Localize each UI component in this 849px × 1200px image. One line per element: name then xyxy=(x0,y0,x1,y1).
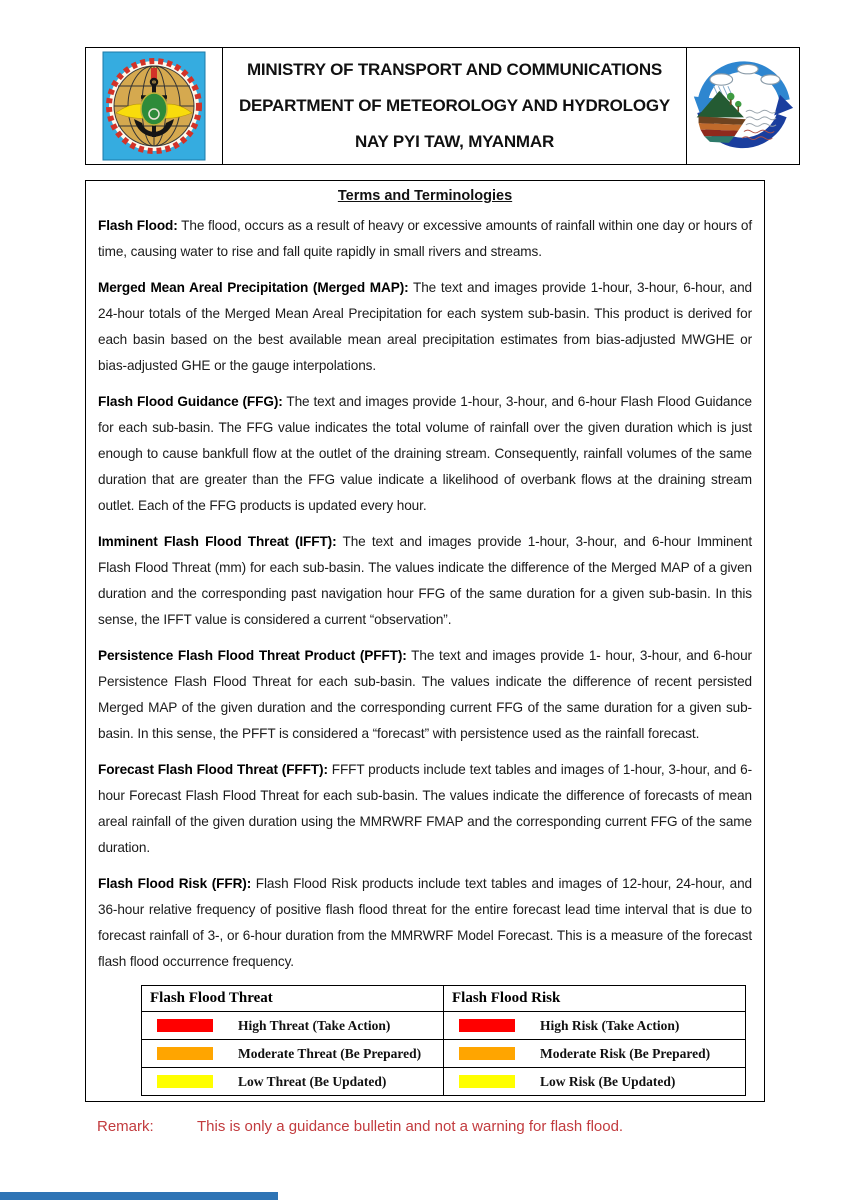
paragraph-pfft xyxy=(98,643,752,747)
definition-pfft: The text and images provide 1- hour, 3-hour, and 6-hour Persistence Flash Flood Threat for each sub-basin. The values indicate the difference of recent persisted Merged MAP of the given duration and the corresponding current FFG of the same duration for a given sub-basin. In this sense, the PFFT is considered a “forecast” with persistence used as the rainfall forecast. xyxy=(98,648,752,741)
term-merged-map: Merged Mean Areal Precipitation (Merged MAP): xyxy=(98,280,409,295)
definition-flash-flood: The flood, occurs as a result of heavy or excessive amounts of rainfall within one day or hours of time, causing water to rise and fall quite rapidly in small rivers and streams. xyxy=(98,218,753,259)
moderate-threat-label: Moderate Threat (Be Prepared) xyxy=(238,1045,422,1061)
legend-row-high xyxy=(142,1012,746,1040)
moderate-risk-color-swatch xyxy=(459,1047,515,1060)
remark-label: Remark: xyxy=(97,1118,154,1135)
legend-entry-moderate-risk xyxy=(444,1046,745,1062)
legend-row-moderate xyxy=(142,1040,746,1068)
definition-merged-map: The text and images provide 1-hour, 3-hour, 6-hour, and 24-hour totals of the Merged Mean Areal Precipitation for each system sub-basin. This product is derived for each basin based on the best available mean areal precipitation estimates from bias-adjusted MWGHE or bias-adjusted GHE or the gauge interpolations. xyxy=(98,280,752,373)
legend-entry-low-threat xyxy=(142,1074,443,1090)
low-risk-color-swatch xyxy=(459,1075,515,1088)
definition-ifft: The text and images provide 1-hour, 3-hour, and 6-hour Imminent Flash Flood Threat (mm) for each sub-basin. The values indicate the difference of the Merged MAP of a given duration and the corresponding past navigation hour FFG of the same duration for a given sub-basin. In this sense, the IFFT value is considered a current “observation”. xyxy=(98,534,753,627)
page-title: Terms and Terminologies xyxy=(337,188,513,204)
high-risk-color-swatch xyxy=(459,1019,515,1032)
low-threat-label: Low Threat (Be Updated) xyxy=(238,1073,387,1089)
location-name: NAY PYI TAW, MYANMAR xyxy=(354,132,555,151)
legend-entry-low-risk xyxy=(444,1074,745,1090)
hydrology-logo-cell xyxy=(687,48,799,164)
definition-ffft: FFFT products include text tables and images of 1-hour, 3-hour, and 6-hour Forecast Flash Flood Threat for each sub-basin. The values indicate the difference of forecasts of mean areal rainfall of the given duration using the MMRWRF FMAP and the corresponding current FFG of the same duration. xyxy=(98,762,752,855)
ministry-logo-cell xyxy=(86,48,223,164)
department-name: DEPARTMENT OF METEOROLOGY AND HYDROLOGY xyxy=(238,96,671,115)
legend-col-risk-header: Flash Flood Risk xyxy=(444,986,746,1012)
legend-entry-high-risk xyxy=(444,1018,745,1034)
term-ffg: Flash Flood Guidance (FFG): xyxy=(98,394,283,409)
ministry-emblem-icon xyxy=(101,51,207,161)
term-pfft: Persistence Flash Flood Threat Product (PFFT): xyxy=(98,648,407,663)
legend-header-row xyxy=(142,986,746,1012)
term-ifft: Imminent Flash Flood Threat (IFFT): xyxy=(98,534,337,549)
legend-entry-high-threat xyxy=(142,1018,443,1034)
paragraph-ffft xyxy=(98,757,752,861)
legend-col-threat-header: Flash Flood Threat xyxy=(142,986,444,1012)
remark-text: This is only a guidance bulletin and not a warning for flash flood. xyxy=(197,1118,624,1135)
remark-line xyxy=(97,1118,623,1135)
legend-table xyxy=(141,985,746,1096)
definition-ffr: Flash Flood Risk products include text tables and images of 12-hour, 24-hour, and 36-hour relative frequency of positive flash flood threat for the entire forecast lead time interval that is due to forecast rainfall of 3-, or 6-hour duration from the MMRWRF Model Forecast. This is a measure of the forecast flash flood occurrence frequency. xyxy=(98,876,752,969)
legend-row-low xyxy=(142,1068,746,1096)
low-threat-color-swatch xyxy=(157,1075,213,1088)
legend-entry-moderate-threat xyxy=(142,1046,443,1062)
water-cycle-icon xyxy=(691,54,795,158)
term-ffr: Flash Flood Risk (FFR): xyxy=(98,876,252,891)
header xyxy=(85,47,800,165)
moderate-threat-color-swatch xyxy=(157,1047,213,1060)
paragraph-flash-flood xyxy=(98,213,752,265)
high-threat-color-swatch xyxy=(157,1019,213,1032)
term-ffft: Forecast Flash Flood Threat (FFFT): xyxy=(98,762,328,777)
definition-ffg: The text and images provide 1-hour, 3-hour, and 6-hour Flash Flood Guidance for each sub-basin. The FFG value indicates the total volume of rainfall over the given duration which is just enough to cause bankfull flow at the outlet of the draining stream. Consequently, rainfall volumes of the same duration that are greater than the FFG value indicate a likelihood of overbank flows at the draining stream outlet. Each of the FFG products is updated every hour. xyxy=(98,394,752,513)
bottom-blue-bar xyxy=(0,1192,278,1200)
moderate-risk-label: Moderate Risk (Be Prepared) xyxy=(540,1045,711,1061)
high-threat-label: High Threat (Take Action) xyxy=(238,1017,391,1033)
high-risk-label: High Risk (Take Action) xyxy=(540,1017,680,1033)
term-flash-flood: Flash Flood: xyxy=(98,218,178,233)
paragraph-ifft xyxy=(98,529,752,633)
paragraph-merged-map xyxy=(98,275,752,379)
terms-content-box xyxy=(85,180,765,1102)
header-title-block xyxy=(223,48,687,164)
paragraph-ffr xyxy=(98,871,752,975)
ministry-name: MINISTRY OF TRANSPORT AND COMMUNICATIONS xyxy=(246,60,663,79)
low-risk-label: Low Risk (Be Updated) xyxy=(540,1073,676,1089)
paragraph-ffg xyxy=(98,389,752,519)
